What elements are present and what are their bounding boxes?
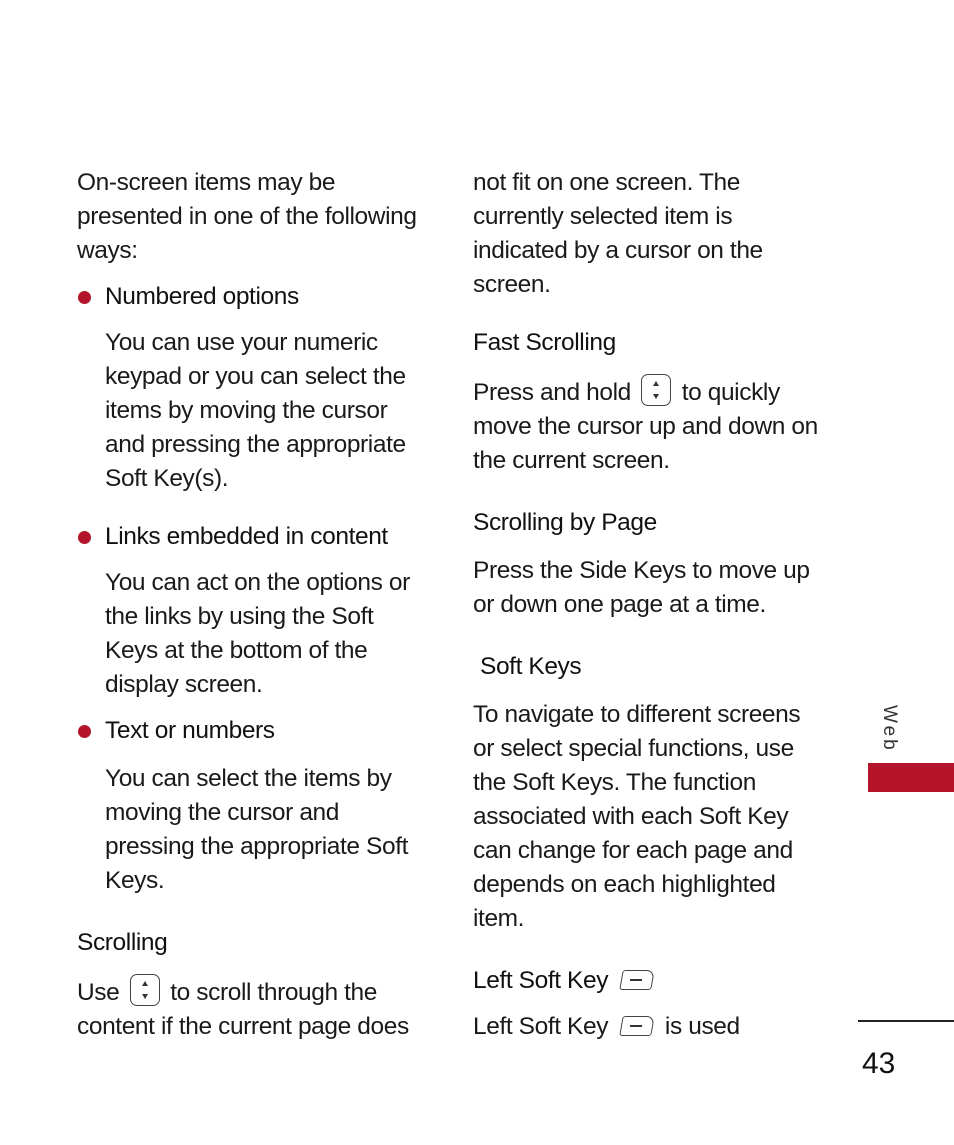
fast-scrolling-line [473, 374, 823, 410]
bullet-heading: Text or numbers [105, 717, 275, 744]
body-line: You can select the items by [105, 765, 392, 792]
left-soft-key-icon [619, 1016, 655, 1036]
body-line: screen. [473, 271, 551, 298]
bullet-numbered-options [77, 280, 437, 314]
body-line: display screen. [105, 671, 263, 698]
side-tab-marker [868, 763, 954, 792]
bullet-body [77, 326, 437, 496]
body-line: keypad or you can select the [105, 363, 406, 390]
body-line: Press the Side Keys to move up [473, 557, 810, 584]
body-line: item. [473, 905, 525, 932]
bullet-heading: Numbered options [105, 283, 299, 310]
intro-line: On-screen items may be [77, 169, 336, 196]
intro-line: presented in one of the following [77, 203, 417, 230]
body-line: or down one page at a time. [473, 591, 766, 618]
bullet-links-embedded [77, 520, 437, 554]
body-line: Soft Key(s). [105, 465, 229, 492]
text-fragment: Press and hold [473, 379, 631, 406]
bullet-text-or-numbers [77, 714, 437, 748]
section-heading-left-soft-key [473, 964, 823, 998]
section-heading-fast-scrolling: Fast Scrolling [473, 329, 616, 356]
body-line: Keys. [105, 867, 165, 894]
body-line: and pressing the appropriate [105, 431, 406, 458]
bullet-body [77, 566, 437, 702]
nav-up-down-key-icon [130, 974, 160, 1006]
body-line: or select special functions, use [473, 735, 794, 762]
text-fragment: to quickly [681, 379, 780, 406]
bullet-heading: Links embedded in content [105, 523, 388, 550]
left-soft-key-line [473, 1010, 823, 1044]
body-line: the links by using the Soft [105, 603, 374, 630]
left-soft-key-icon [619, 970, 655, 990]
body-line: To navigate to different screens [473, 701, 801, 728]
bullet-dot-icon [78, 725, 91, 738]
bullet-dot-icon [78, 531, 91, 544]
page-number: 43 [862, 1047, 896, 1080]
body-line: currently selected item is [473, 203, 733, 230]
footer-rule [858, 1020, 954, 1022]
text-fragment: Left Soft Key [473, 1013, 609, 1040]
bullet-dot-icon [78, 291, 91, 304]
bullet-body [77, 762, 437, 898]
body-line: the Soft Keys. The function [473, 769, 756, 796]
nav-up-down-key-icon [641, 374, 671, 406]
scrolling-line [77, 974, 437, 1010]
side-tab-label: Web [879, 705, 900, 753]
section-heading-scrolling-by-page: Scrolling by Page [473, 509, 657, 536]
body-line: indicated by a cursor on the [473, 237, 763, 264]
text-fragment: Use [77, 979, 120, 1006]
body-line: depends on each highlighted [473, 871, 776, 898]
intro-line: ways: [77, 237, 138, 264]
section-heading-scrolling: Scrolling [77, 929, 168, 956]
body-line: move the cursor up and down on [473, 413, 818, 440]
body-line: You can act on the options or [105, 569, 410, 596]
body-line: not fit on one screen. The [473, 169, 740, 196]
scrolling-line: content if the current page does [77, 1013, 409, 1040]
body-line: pressing the appropriate Soft [105, 833, 409, 860]
left-column [77, 166, 437, 1044]
section-heading-soft-keys: Soft Keys [480, 653, 582, 680]
right-column [473, 166, 823, 1044]
body-line: moving the cursor and [105, 799, 340, 826]
body-line: You can use your numeric [105, 329, 378, 356]
body-line: items by moving the cursor [105, 397, 388, 424]
text-fragment: to scroll through the [170, 979, 377, 1006]
body-line: can change for each page and [473, 837, 793, 864]
body-line: Keys at the bottom of the [105, 637, 368, 664]
body-line: associated with each Soft Key [473, 803, 789, 830]
text-fragment: is used [664, 1013, 740, 1040]
heading-text: Left Soft Key [473, 967, 609, 994]
body-line: the current screen. [473, 447, 670, 474]
